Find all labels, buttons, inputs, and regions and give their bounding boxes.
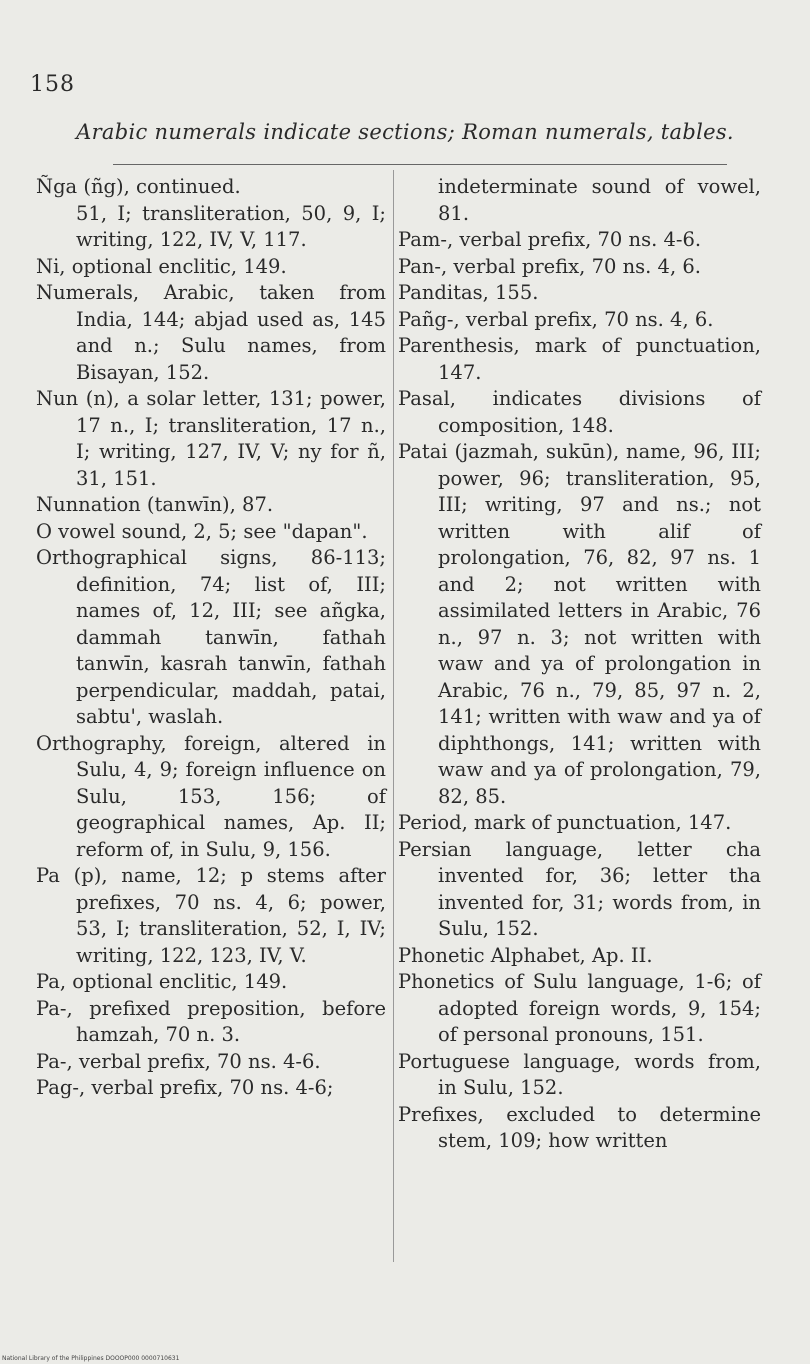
index-entry: Nunnation (tanwīn), 87. xyxy=(36,493,274,516)
library-footer: National Library of the Philippines DOOOP000 0000710631 xyxy=(2,1355,180,1362)
index-entry: Period, mark of punctuation, 147. xyxy=(398,811,732,834)
page-number: 158 xyxy=(30,72,75,97)
index-entry: Pasal, indicates divisions of composition, 148. xyxy=(398,387,761,437)
index-entry: Orthography, foreign, altered in Sulu, 4, 9; foreign influence on Sulu, 153, 156; of geographical names, Ap. II; reform of, in Sulu, 9, 156. xyxy=(36,731,386,861)
index-entry: Pam-, verbal prefix, 70 ns. 4-6. xyxy=(398,228,702,251)
index-entry: Ñga (ñg), continued. xyxy=(36,175,241,198)
index-entry: Pa, optional enclitic, 149. xyxy=(36,970,288,993)
index-entry: O vowel sound, 2, 5; see "dapan". xyxy=(36,519,368,543)
index-entry: Pa-, verbal prefix, 70 ns. 4-6. xyxy=(36,1049,321,1073)
index-entry: Pag-, verbal prefix, 70 ns. 4-6; xyxy=(36,1076,334,1099)
index-entry: Phonetics of Sulu language, 1-6; of adopted foreign words, 9, 154; of personal pronouns, 151. xyxy=(398,970,761,1046)
index-entry: Portuguese language, words from, in Sulu, 152. xyxy=(398,1049,761,1099)
index-entry: Pa-, prefixed preposition, before hamzah, 70 n. 3. xyxy=(36,996,386,1046)
index-entry: Pan-, verbal prefix, 70 ns. 4, 6. xyxy=(398,254,701,278)
header-rule xyxy=(113,164,727,165)
index-entry: Pañg-, verbal prefix, 70 ns. 4, 6. xyxy=(398,307,714,331)
index-entry: Persian language, letter cha invented for, 36; letter tha invented for, 31; words from, in Sulu, 152. xyxy=(398,837,761,940)
index-entry: Nun (n), a solar letter, 131; power, 17 n., I; transliteration, 17 n., I; writing, 127, IV, V; ny for ñ, 31, 151. xyxy=(36,387,386,490)
column-divider xyxy=(393,170,394,1262)
right-column xyxy=(398,174,761,1155)
index-entry-continued: 51, I; transliteration, 50, 9, I; writing, 122, IV, V, 117. xyxy=(76,201,386,251)
running-head: Arabic numerals indicate sections; Roman numerals, tables. xyxy=(76,120,734,144)
index-entry-continued: indeterminate sound of vowel, 81. xyxy=(438,175,761,225)
index-entry: Ni, optional enclitic, 149. xyxy=(36,254,287,278)
index-entry: Panditas, 155. xyxy=(398,281,539,304)
index-entry: Patai (jazmah, sukūn), name, 96, III; power, 96; transliteration, 95, III; writing, 97 and ns.; not written with alif of prolongation, 76, 82, 97 ns. 1 and 2; not written with assimilated letters in Arabic, 76 n., 97 n. 3; not written with waw and ya of prolongation in Arabic, 76 n., 79, 85, 97 n. 2, 141; written with waw and ya of diphthongs, 141; written with waw and ya of prolongation, 79, 82, 85. xyxy=(398,440,761,808)
index-entry: Numerals, Arabic, taken from India, 144; abjad used as, 145 and n.; Sulu names, from Bisayan, 152. xyxy=(36,281,386,384)
index-entry: Parenthesis, mark of punctuation, 147. xyxy=(398,334,761,384)
left-column xyxy=(36,174,386,1102)
index-entry: Orthographical signs, 86-113; definition, 74; list of, III; names of, 12, III; see añgka, dammah tanwīn, fathah tanwīn, kasrah tanwīn, fathah perpendicular, maddah, patai, sabtu', waslah. xyxy=(36,546,386,728)
index-entry: Phonetic Alphabet, Ap. II. xyxy=(398,943,653,967)
index-entry: Pa (p), name, 12; p stems after prefixes, 70 ns. 4, 6; power, 53, I; transliteration, 52, I, IV; writing, 122, 123, IV, V. xyxy=(36,864,386,967)
index-entry: Prefixes, excluded to determine stem, 109; how written xyxy=(398,1102,761,1152)
